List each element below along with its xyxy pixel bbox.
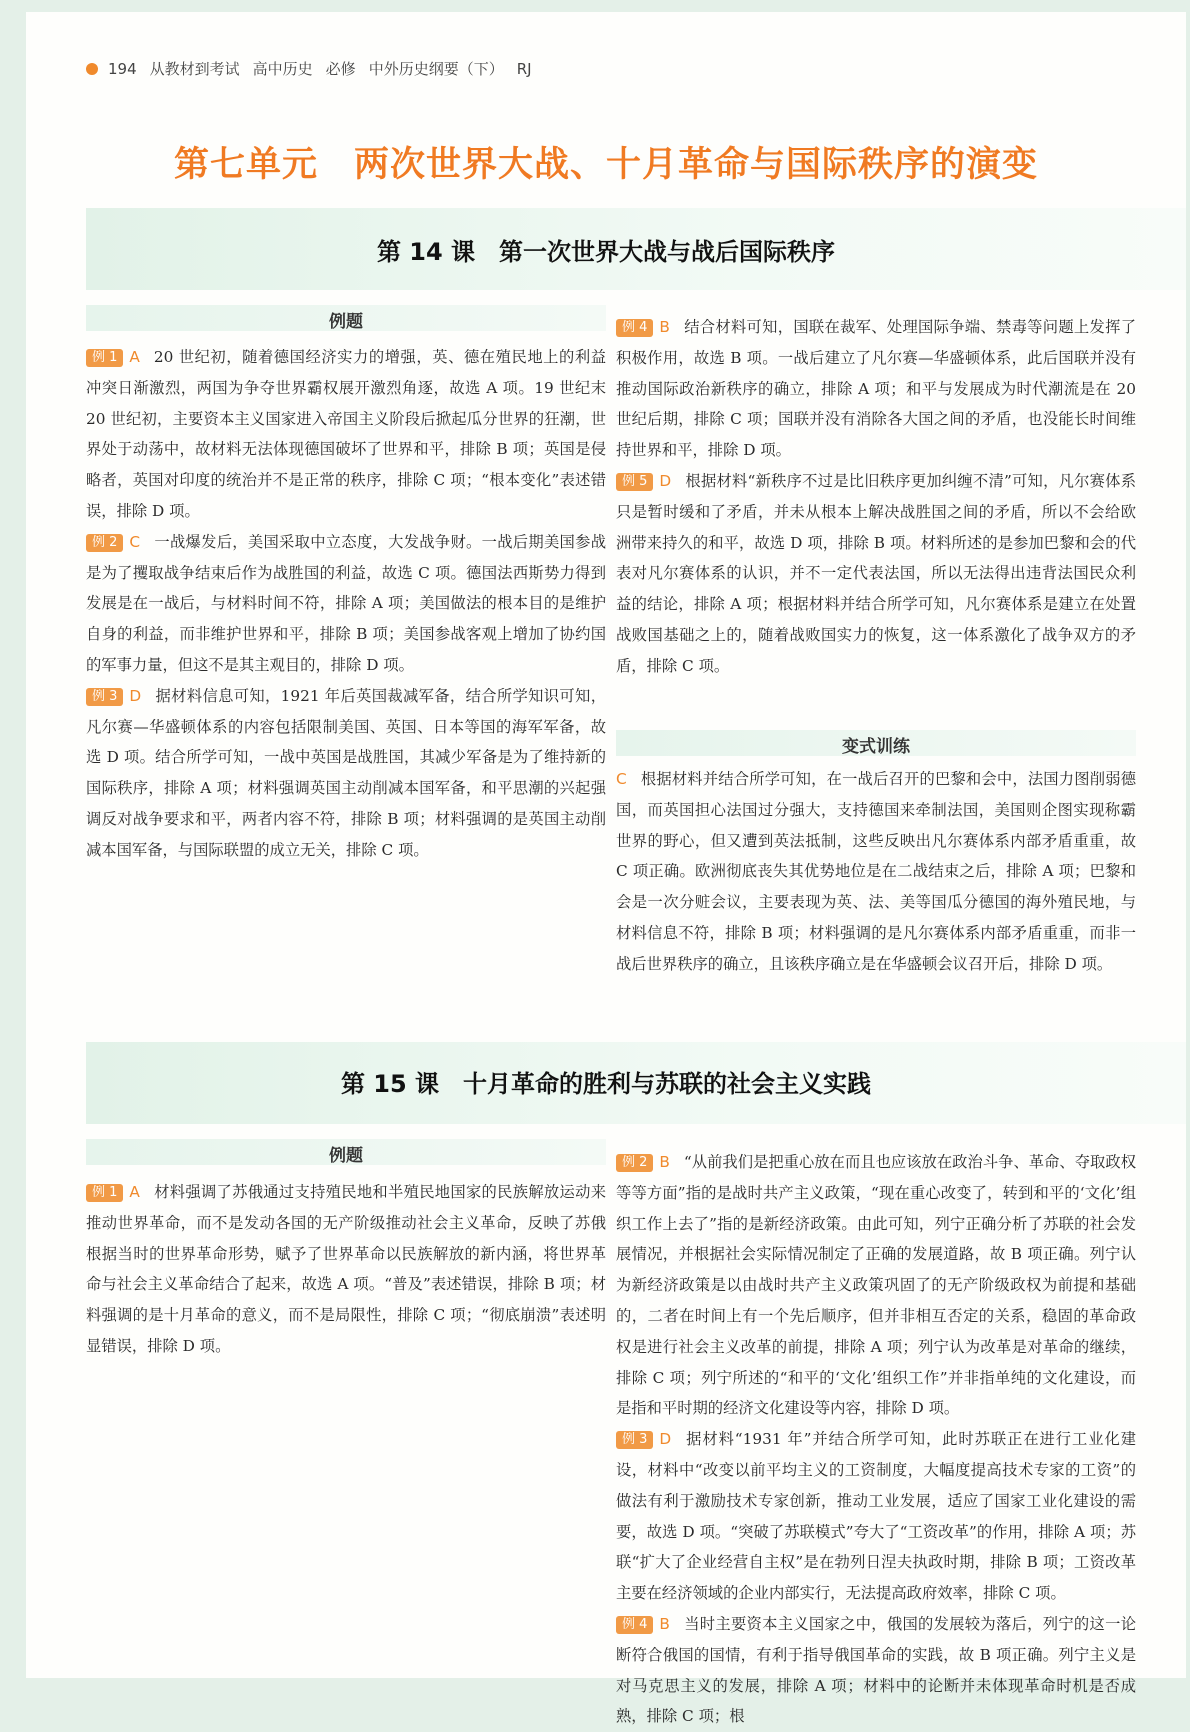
answer-letter: D [659, 471, 672, 490]
example-2 [86, 527, 606, 681]
course-type: 必修 [325, 60, 356, 78]
explanation: 据材料“1931 年”并结合所学可知，此时苏联正在进行工业化建设，材料中“改变以前平均主义的工资制度，大幅度提高技术专家的工资”的做法有利于激励技术专家创新，推动工业发展，适应了国家工业化建设的需要，故选 D 项。“突破了苏联模式”夸大了“工资改革”的作用，排除 A 项；苏联“扩大了企业经营自主权”是在勃列日涅夫执政时期，排除 B 项；工资改革主要在经济领域的企业内部实行，无法提高政府效率，排除 C 项。 [616, 1430, 1136, 1603]
lesson-15-examples-heading: 例题 [329, 1146, 363, 1166]
example-4 [616, 1609, 1136, 1732]
subject: 高中历史 [252, 60, 313, 78]
lesson-15-right-column [616, 1147, 1136, 1732]
lesson-14-title: 第 14 课 第一次世界大战与战后国际秩序 [376, 238, 836, 266]
example-tag: 例 4 [616, 1616, 653, 1634]
answer-letter: B [659, 1153, 670, 1171]
example-tag: 例 2 [616, 1154, 653, 1172]
explanation: 根据材料“新秩序不过是比旧秩序更加纠缠不清”可知，凡尔赛体系只是暂时缓和了矛盾，并未从根本上解决战胜国之间的矛盾，所以不会给欧洲带来持久的和平，故选 D 项，排除 B 项。材料所述的是参加巴黎和会的代表对凡尔赛体系的认识，并不一定代表法国，所以无法得出违背法国民众利益的结论，排除 A 项；根据材料并结合所学可知，凡尔赛体系是建立在处置战败国基础之上的，随着战败国实力的恢复，这一体系激化了战争双方的矛盾，排除 C 项。 [616, 471, 1136, 675]
explanation: 根据材料并结合所学可知，在一战后召开的巴黎和会中，法国力图削弱德国，而英国担心法国过分强大，支持德国来牵制法国，美国则企图实现称霸世界的野心，但又遭到英法抵制，这些反映出凡尔赛体系内部矛盾重重，故 C 项正确。欧洲彻底丧失其优势地位是在二战结束之后，排除 A 项；巴黎和会是一次分赃会议，主要表现为英、法、美等国瓜分德国的海外殖民地，与材料信息不符，排除 B 项；材料强调的是凡尔赛体系内部矛盾重重，而非一战后世界秩序的确立，且该秩序确立是在华盛顿会议召开后，排除 D 项。 [616, 770, 1136, 973]
lesson-15-left-column [86, 1177, 606, 1362]
answer-letter: B [659, 318, 670, 336]
answer-letter: C [129, 532, 141, 551]
answer-letter: B [659, 1614, 670, 1633]
explanation: 据材料信息可知，1921 年后英国裁减军备，结合所学知识可知，凡尔赛—华盛顿体系的内容包括限制美国、英国、日本等国的海军军备，故选 D 项。结合所学可知，一战中英国是战胜国，其减少军备是为了维持新的国际秩序，排除 A 项；材料强调英国主动削减本国军备，和平思潮的兴起强调反对战争要求和平，两者内容不符，排除 B 项；材料强调的是英国主动削减本国军备，与国际联盟的成立无关，排除 C 项。 [86, 686, 606, 859]
unit-title: 第七单元 两次世界大战、十月革命与国际秩序的演变 [173, 145, 1038, 185]
answer-letter: A [129, 1183, 140, 1201]
lesson-14-training [616, 764, 1136, 980]
example-tag: 例 1 [86, 1184, 123, 1202]
edition: RJ [516, 59, 532, 78]
explanation: 结合材料可知，国联在裁军、处理国际争端、禁毒等问题上发挥了积极作用，故选 B 项。一战后建立了凡尔赛—华盛顿体系，此后国联并没有推动国际政治新秩序的确立，排除 A 项；和平与发展成为时代潮流是在 20 世纪后期，排除 C 项；国联并没有消除各大国之间的矛盾，也没能长时间维持世界和平，排除 D 项。 [616, 318, 1136, 460]
example-tag: 例 4 [616, 319, 653, 337]
explanation: “从前我们是把重心放在而且也应该放在政治斗争、革命、夺取政权等等方面”指的是战时共产主义政策，“现在重心改变了，转到和平的‘文化’组织工作上去了”指的是新经济政策。由此可知，列宁正确分析了苏联的社会发展情况，并根据社会实际情况制定了正确的发展道路，故 B 项正确。列宁认为新经济政策是以由战时共产主义政策巩固了的无产阶级政权为前提和基础的，二者在时间上有一个先后顺序，但并非相互否定的关系，稳固的革命政权是进行社会主义改革的前提，排除 A 项；列宁认为改革是对革命的继续，排除 C 项；列宁所述的“和平的‘文化’组织工作”并非指单纯的文化建设，而是指和平时期的经济文化建设等内容，排除 D 项。 [616, 1153, 1136, 1418]
explanation: 材料强调了苏俄通过支持殖民地和半殖民地国家的民族解放运动来推动世界革命，而不是发动各国的无产阶级推动社会主义革命，反映了苏俄根据当时的世界革命形势，赋予了世界革命以民族解放的新内涵，将世界革命与社会主义革命结合了起来，故选 A 项。“普及”表述错误，排除 B 项；材料强调的是十月革命的意义，而不是局限性，排除 C 项；“彻底崩溃”表述明显错误，排除 D 项。 [86, 1183, 606, 1355]
answer-letter: D [659, 1430, 672, 1449]
example-tag: 例 5 [616, 473, 653, 491]
example-tag: 例 1 [86, 349, 123, 367]
lesson-15-title: 第 15 课 十月革命的胜利与苏联的社会主义实践 [340, 1070, 872, 1098]
lesson-14-right-column [616, 312, 1136, 682]
example-3 [86, 681, 606, 866]
explanation: 一战爆发后，美国采取中立态度，大发战争财。一战后期美国参战是为了攫取战争结束后作为战胜国的利益，故选 C 项。德国法西斯势力得到发展是在一战后，与材料时间不符，排除 A 项；美国做法的根本目的是维护自身的利益，而非维护世界和平，排除 B 项；美国参战客观上增加了协约国的军事力量，但这不是其主观目的，排除 D 项。 [86, 532, 606, 674]
lesson-14-left-column [86, 342, 606, 866]
book-title: 从教材到考试 [149, 60, 240, 78]
lesson-14-training-heading: 变式训练 [842, 737, 910, 757]
example-4 [616, 312, 1136, 466]
example-1 [86, 1177, 606, 1362]
example-5 [616, 466, 1136, 682]
example-tag: 例 3 [86, 688, 123, 706]
answer-letter: A [129, 348, 140, 366]
answer-letter: C [616, 770, 627, 788]
example-tag: 例 2 [86, 534, 123, 552]
lesson-14-examples-heading: 例题 [329, 312, 363, 332]
volume: 中外历史纲要（下） [368, 60, 504, 78]
page [26, 12, 1186, 1726]
example-tag: 例 3 [616, 1431, 653, 1449]
example-1 [86, 342, 606, 527]
answer-letter: D [129, 686, 142, 705]
page-number: 194 [108, 59, 137, 78]
explanation: 当时主要资本主义国家之中，俄国的发展较为落后，列宁的这一论断符合俄国的国情，有利于指导俄国革命的实践，故 B 项正确。列宁主义是对马克思主义的发展，排除 A 项；材料中的论断并未体现革命时机是否成熟，排除 C 项；根 [616, 1614, 1136, 1726]
running-header [86, 58, 545, 79]
header-dot-icon [86, 63, 98, 75]
example-2 [616, 1147, 1136, 1424]
explanation: 20 世纪初，随着德国经济实力的增强，英、德在殖民地上的利益冲突日渐激烈，两国为争夺世界霸权展开激烈角逐，故选 A 项。19 世纪末 20 世纪初，主要资本主义国家进入帝国主义阶段后掀起瓜分世界的狂潮，世界处于动荡中，故材料无法体现德国破坏了世界和平，排除 B 项；英国是侵略者，英国对印度的统治并不是正常的秩序，排除 C 项；“根本变化”表述错误，排除 D 项。 [86, 348, 606, 520]
example-3 [616, 1424, 1136, 1609]
